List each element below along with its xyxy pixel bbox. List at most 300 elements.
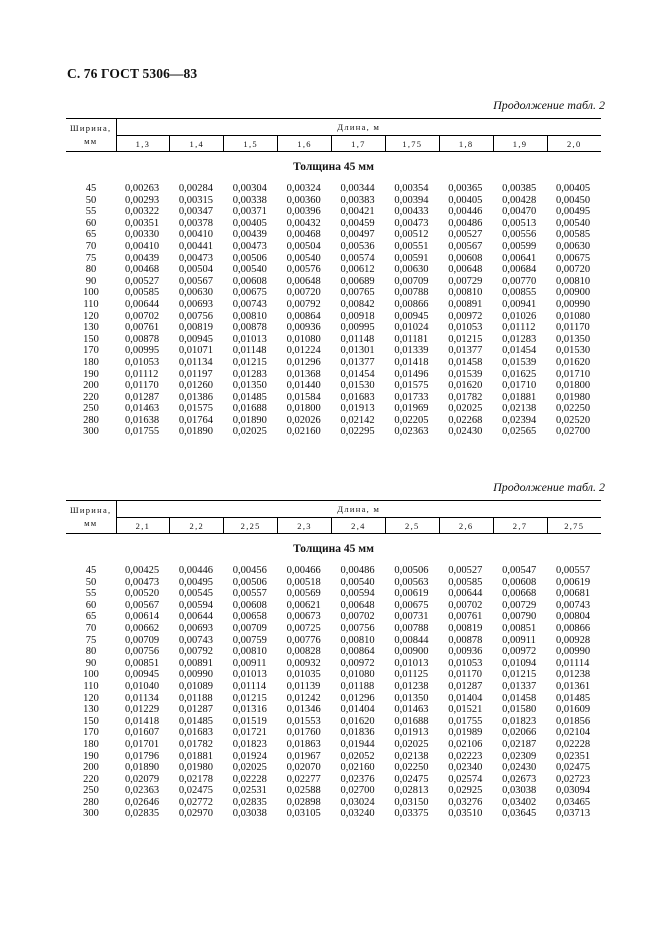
volume-cell: 0,01035 (286, 669, 321, 681)
volume-cell: 0,01215 (502, 669, 537, 681)
volume-cell: 0,01080 (556, 310, 591, 322)
volume-cell: 0,01148 (340, 333, 375, 345)
volume-cell: 0,02228 (232, 773, 267, 785)
volume-cell: 0,00551 (394, 240, 429, 252)
volume-cell: 0,01539 (448, 368, 483, 380)
width-cell: 180 (83, 356, 99, 368)
volume-cell: 0,01215 (232, 692, 267, 704)
volume-cell: 0,01024 (394, 322, 429, 334)
volume-cell: 0,00995 (125, 345, 160, 357)
volume-cell: 0,01701 (125, 738, 160, 750)
volume-cell: 0,01350 (556, 333, 591, 345)
volume-cell: 0,01053 (448, 657, 483, 669)
volume-cell: 0,00810 (232, 646, 267, 658)
volume-cell: 0,02106 (448, 738, 483, 750)
volume-cell: 0,01688 (232, 403, 267, 415)
width-cell: 50 (85, 194, 97, 206)
volume-cell: 0,00557 (232, 588, 267, 600)
length-column-header: 2,0 (547, 136, 601, 152)
volume-cell: 0,00567 (178, 275, 213, 287)
volume-cell: 0,01609 (556, 704, 591, 716)
volume-cell: 0,00540 (286, 252, 321, 264)
volume-cell: 0,01377 (448, 345, 483, 357)
width-cell: 190 (83, 750, 99, 762)
volume-cell: 0,00293 (125, 194, 160, 206)
volume-cell: 0,00608 (232, 275, 267, 287)
volume-cell: 0,00497 (340, 229, 375, 241)
volume-cell: 0,01170 (125, 380, 159, 392)
volume-cell: 0,00446 (448, 206, 483, 218)
volume-cell: 0,00644 (125, 298, 160, 310)
length-column-header: 1,6 (278, 136, 332, 152)
table-row (66, 577, 601, 589)
volume-cell: 0,02205 (394, 414, 429, 426)
table-row (66, 751, 601, 763)
volume-cell: 0,00585 (125, 287, 160, 299)
volume-cell: 0,00810 (448, 287, 483, 299)
width-cell: 220 (83, 773, 99, 785)
length-column-header: 2,3 (278, 518, 332, 534)
volume-cell: 0,01134 (125, 692, 159, 704)
volume-cell: 0,00804 (556, 611, 591, 623)
volume-cell: 0,00468 (125, 264, 160, 276)
volume-cell: 0,00851 (125, 657, 160, 669)
volume-cell: 0,02813 (394, 785, 429, 797)
table-row (66, 264, 601, 276)
width-cell: 170 (83, 345, 99, 357)
volume-cell: 0,00360 (286, 194, 321, 206)
volume-cell: 0,00405 (448, 194, 483, 206)
volume-cell: 0,00322 (125, 206, 160, 218)
volume-cell: 0,00410 (178, 229, 213, 241)
volume-cell: 0,00936 (286, 322, 321, 334)
table-row (66, 195, 601, 207)
volume-cell: 0,00421 (340, 206, 375, 218)
table-row (66, 727, 601, 739)
volume-cell: 0,01890 (125, 762, 160, 774)
volume-cell: 0,00792 (286, 298, 321, 310)
volume-cell: 0,01287 (125, 391, 160, 403)
volume-cell: 0,01134 (178, 356, 213, 368)
volume-cell: 0,00995 (340, 322, 375, 334)
volume-cell: 0,01368 (286, 368, 321, 380)
volume-cell: 0,02160 (286, 426, 321, 438)
volume-cell: 0,00630 (556, 240, 591, 252)
volume-cell: 0,03276 (448, 796, 483, 808)
volume-cell: 0,00810 (340, 634, 375, 646)
table-row (66, 380, 601, 392)
volume-cell: 0,00878 (232, 322, 267, 334)
volume-cell: 0,01856 (556, 715, 591, 727)
volume-cell: 0,01197 (178, 368, 213, 380)
volume-cell: 0,01496 (394, 368, 429, 380)
table-row (66, 287, 601, 299)
volume-cell: 0,01283 (232, 368, 267, 380)
volume-cell: 0,00729 (448, 275, 483, 287)
volume-cell: 0,01463 (125, 403, 160, 415)
volume-cell: 0,03038 (232, 808, 267, 820)
width-column-header: Ширина, мм (66, 119, 116, 152)
volume-cell: 0,00673 (286, 611, 321, 623)
continuation-note-2: Продолжение табл. 2 (493, 480, 605, 494)
table-row (66, 600, 601, 612)
volume-cell: 0,00365 (448, 183, 483, 194)
table-row (66, 403, 601, 415)
volume-cell: 0,00681 (556, 588, 591, 600)
volume-cell: 0,00891 (448, 298, 483, 310)
volume-cell: 0,00644 (178, 611, 213, 623)
volume-cell: 0,00972 (340, 657, 375, 669)
width-cell: 190 (83, 368, 99, 380)
volume-cell: 0,00828 (286, 646, 321, 658)
volume-cell: 0,03402 (502, 796, 537, 808)
volume-cell: 0,00405 (556, 183, 591, 194)
volume-cell: 0,01913 (394, 727, 429, 739)
volume-cell: 0,00608 (232, 599, 267, 611)
volume-cell: 0,02772 (178, 796, 213, 808)
volume-cell: 0,01350 (394, 692, 429, 704)
table-row (66, 369, 601, 381)
volume-cell: 0,02520 (556, 414, 591, 426)
table-row (66, 183, 601, 195)
volume-cell: 0,00347 (178, 206, 213, 218)
width-cell: 100 (83, 287, 99, 299)
volume-cell: 0,00433 (394, 206, 429, 218)
volume-cell: 0,00720 (556, 264, 591, 276)
volume-cell: 0,02079 (125, 773, 160, 785)
table-row (66, 658, 601, 670)
volume-cell: 0,00709 (394, 275, 429, 287)
volume-cell: 0,02250 (394, 762, 429, 774)
volume-cell: 0,01881 (178, 750, 213, 762)
width-cell: 60 (85, 217, 97, 229)
volume-cell: 0,01519 (232, 715, 267, 727)
volume-cell: 0,02700 (340, 785, 375, 797)
table-row (66, 774, 601, 786)
volume-cell: 0,00470 (502, 206, 537, 218)
volume-cell: 0,01796 (125, 750, 160, 762)
volume-cell: 0,01013 (232, 669, 267, 681)
volume-cell: 0,01170 (556, 322, 590, 334)
width-cell: 250 (83, 403, 99, 415)
volume-cell: 0,01800 (286, 403, 321, 415)
volume-cell: 0,02160 (340, 762, 375, 774)
volume-cell: 0,00776 (286, 634, 321, 646)
volume-cell: 0,00439 (125, 252, 160, 264)
width-cell: 70 (85, 240, 97, 252)
volume-cell: 0,01782 (178, 738, 213, 750)
width-cell: 170 (83, 727, 99, 739)
table-row (66, 322, 601, 334)
volume-cell: 0,00810 (556, 275, 591, 287)
volume-cell: 0,00756 (340, 622, 375, 634)
volume-cell: 0,01782 (448, 391, 483, 403)
table-row (66, 357, 601, 369)
width-cell: 280 (83, 796, 99, 808)
length-column-header: 2,75 (547, 518, 601, 534)
volume-cell: 0,00761 (448, 611, 483, 623)
volume-cell: 0,00396 (286, 206, 321, 218)
volume-cell: 0,00702 (340, 611, 375, 623)
table-row (66, 392, 601, 404)
volume-cell: 0,01296 (340, 692, 375, 704)
volume-cell: 0,00486 (340, 565, 375, 576)
table-row (66, 646, 601, 658)
volume-cell: 0,01026 (502, 310, 537, 322)
volume-cell: 0,01094 (502, 657, 537, 669)
volume-cell: 0,01242 (286, 692, 321, 704)
volume-cell: 0,00563 (394, 576, 429, 588)
volume-cell: 0,00466 (286, 565, 321, 576)
volume-cell: 0,00945 (394, 310, 429, 322)
volume-cell: 0,00972 (502, 646, 537, 658)
volume-cell: 0,01238 (394, 680, 429, 692)
volume-cell: 0,00641 (502, 252, 537, 264)
volume-cell: 0,00709 (125, 634, 160, 646)
volume-cell: 0,00506 (232, 252, 267, 264)
table-row (66, 681, 601, 693)
volume-cell: 0,00932 (286, 657, 321, 669)
volume-cell: 0,01112 (502, 322, 536, 334)
volume-cell: 0,00473 (178, 252, 213, 264)
volume-cell: 0,00729 (502, 599, 537, 611)
volume-cell: 0,03510 (448, 808, 483, 820)
volume-cell: 0,00855 (502, 287, 537, 299)
volume-cell: 0,01620 (340, 715, 375, 727)
volume-cell: 0,03150 (394, 796, 429, 808)
volume-cell: 0,02898 (286, 796, 321, 808)
volume-cell: 0,00684 (502, 264, 537, 276)
volume-cell: 0,00545 (178, 588, 213, 600)
volume-cell: 0,03713 (556, 808, 591, 820)
volume-cell: 0,00354 (394, 183, 429, 194)
table-row (66, 669, 601, 681)
volume-cell: 0,00990 (178, 669, 213, 681)
width-cell: 80 (85, 646, 97, 658)
volume-cell: 0,01404 (340, 704, 375, 716)
volume-cell: 0,00941 (502, 298, 537, 310)
volume-cell: 0,02104 (556, 727, 591, 739)
volume-cell: 0,00599 (502, 240, 537, 252)
width-cell: 55 (85, 588, 97, 600)
volume-cell: 0,00338 (232, 194, 267, 206)
volume-cell: 0,00788 (394, 622, 429, 634)
volume-cell: 0,02026 (286, 414, 321, 426)
volume-cell: 0,01053 (125, 356, 160, 368)
volume-cell: 0,00351 (125, 217, 160, 229)
volume-cell: 0,02025 (232, 426, 267, 438)
volume-cell: 0,01539 (502, 356, 537, 368)
volume-cell: 0,00693 (178, 298, 213, 310)
volume-cell: 0,02228 (556, 738, 591, 750)
volume-cell: 0,02138 (394, 750, 429, 762)
volume-cell: 0,00506 (394, 565, 429, 576)
volume-cell: 0,01881 (502, 391, 537, 403)
volume-cell: 0,01823 (232, 738, 267, 750)
volume-cell: 0,01530 (556, 345, 591, 357)
length-column-header: 1,7 (332, 136, 386, 152)
volume-cell: 0,00585 (448, 576, 483, 588)
volume-cell: 0,02394 (502, 414, 537, 426)
volume-cell: 0,00506 (232, 576, 267, 588)
volume-cell: 0,00410 (125, 240, 160, 252)
volume-cell: 0,00743 (232, 298, 267, 310)
volume-cell: 0,02363 (125, 785, 160, 797)
volume-cell: 0,01530 (340, 380, 375, 392)
table-row (66, 785, 601, 797)
volume-cell: 0,01125 (394, 669, 429, 681)
volume-cell: 0,01454 (502, 345, 537, 357)
volume-cell: 0,03038 (502, 785, 537, 797)
table-row (66, 739, 601, 751)
volume-cell: 0,02700 (556, 426, 591, 438)
volume-cell: 0,01620 (556, 356, 591, 368)
volume-cell: 0,00761 (125, 322, 160, 334)
volume-cell: 0,01733 (394, 391, 429, 403)
volume-cell: 0,02531 (232, 785, 267, 797)
volume-cell: 0,01053 (448, 322, 483, 334)
volume-cell: 0,00878 (448, 634, 483, 646)
volume-cell: 0,01013 (232, 333, 267, 345)
volume-cell: 0,00792 (178, 646, 213, 658)
volume-cell: 0,03465 (556, 796, 591, 808)
volume-cell: 0,00819 (178, 322, 213, 334)
volume-cell: 0,01404 (448, 692, 483, 704)
volume-cell: 0,00536 (340, 240, 375, 252)
volume-cell: 0,00842 (340, 298, 375, 310)
table-row (66, 345, 601, 357)
table-row (66, 588, 601, 600)
width-cell: 45 (85, 565, 97, 576)
volume-cell: 0,00284 (178, 183, 213, 194)
volume-cell: 0,02340 (448, 762, 483, 774)
volume-cell: 0,00569 (286, 588, 321, 600)
width-cell: 130 (83, 322, 99, 334)
table-row (66, 253, 601, 265)
volume-cell: 0,00945 (125, 669, 160, 681)
volume-cell: 0,00945 (178, 333, 213, 345)
volume-cell: 0,02925 (448, 785, 483, 797)
length-column-header: 1,4 (170, 136, 224, 152)
volume-cell: 0,02475 (178, 785, 213, 797)
width-cell: 100 (83, 669, 99, 681)
volume-cell: 0,01755 (448, 715, 483, 727)
table-row (66, 611, 601, 623)
table-row (66, 693, 601, 705)
table-row (66, 299, 601, 311)
volume-cell: 0,01913 (340, 403, 375, 415)
volume-cell: 0,00756 (178, 310, 213, 322)
volume-cell: 0,01764 (178, 414, 213, 426)
volume-table-2 (66, 500, 601, 820)
width-cell: 55 (85, 206, 97, 218)
width-cell: 50 (85, 576, 97, 588)
volume-cell: 0,00731 (394, 611, 429, 623)
volume-cell: 0,02565 (502, 426, 537, 438)
table-row (66, 565, 601, 577)
volume-cell: 0,02187 (502, 738, 537, 750)
width-cell: 60 (85, 599, 97, 611)
volume-cell: 0,00621 (286, 599, 321, 611)
length-column-header: 1,8 (439, 136, 493, 152)
volume-cell: 0,00725 (286, 622, 321, 634)
volume-cell: 0,00630 (178, 287, 213, 299)
volume-cell: 0,00900 (556, 287, 591, 299)
volume-cell: 0,01584 (286, 391, 321, 403)
volume-cell: 0,00788 (394, 287, 429, 299)
width-cell: 75 (85, 252, 97, 264)
volume-cell: 0,01386 (178, 391, 213, 403)
length-column-header: 1,75 (385, 136, 439, 152)
volume-cell: 0,01337 (502, 680, 537, 692)
table-row (66, 762, 601, 774)
volume-cell: 0,01980 (556, 391, 591, 403)
table-row (66, 426, 601, 438)
volume-cell: 0,01989 (448, 727, 483, 739)
volume-cell: 0,00574 (340, 252, 375, 264)
volume-cell: 0,02351 (556, 750, 591, 762)
volume-cell: 0,02835 (125, 808, 160, 820)
volume-cell: 0,00743 (178, 634, 213, 646)
volume-cell: 0,02574 (448, 773, 483, 785)
volume-cell: 0,00527 (125, 275, 160, 287)
volume-cell: 0,01361 (556, 680, 591, 692)
length-header: Длина, м (116, 501, 601, 518)
length-column-header: 2,6 (439, 518, 493, 534)
volume-cell: 0,01463 (394, 704, 429, 716)
volume-cell: 0,00473 (232, 240, 267, 252)
volume-cell: 0,02066 (502, 727, 537, 739)
volume-cell: 0,01721 (232, 727, 267, 739)
length-column-header: 2,4 (332, 518, 386, 534)
length-column-header: 1,5 (224, 136, 278, 152)
volume-cell: 0,00591 (394, 252, 429, 264)
volume-cell: 0,02673 (502, 773, 537, 785)
volume-cell: 0,00385 (502, 183, 537, 194)
volume-cell: 0,01080 (286, 333, 321, 345)
width-cell: 120 (83, 692, 99, 704)
volume-cell: 0,00344 (340, 183, 375, 194)
volume-cell: 0,00675 (556, 252, 591, 264)
table-row (66, 704, 601, 716)
volume-cell: 0,00567 (448, 240, 483, 252)
continuation-note-1: Продолжение табл. 2 (493, 98, 605, 112)
volume-cell: 0,01836 (340, 727, 375, 739)
volume-cell: 0,02363 (394, 426, 429, 438)
table-row (66, 635, 601, 647)
width-cell: 150 (83, 715, 99, 727)
volume-cell: 0,00263 (125, 183, 160, 194)
volume-cell: 0,00512 (394, 229, 429, 241)
table-row (66, 623, 601, 635)
width-cell: 110 (83, 680, 99, 692)
volume-cell: 0,00891 (178, 657, 213, 669)
volume-cell: 0,00918 (340, 310, 375, 322)
volume-cell: 0,01638 (125, 414, 160, 426)
width-cell: 65 (85, 229, 97, 241)
volume-cell: 0,00518 (286, 576, 321, 588)
volume-cell: 0,01316 (232, 704, 267, 716)
thickness-heading: Толщина 45 мм (293, 161, 374, 173)
volume-cell: 0,00428 (502, 194, 537, 206)
volume-cell: 0,00866 (556, 622, 591, 634)
volume-cell: 0,00557 (556, 565, 591, 576)
volume-cell: 0,01521 (448, 704, 483, 716)
volume-cell: 0,01620 (448, 380, 483, 392)
volume-cell: 0,00378 (178, 217, 213, 229)
volume-cell: 0,01238 (556, 669, 591, 681)
volume-cell: 0,02025 (232, 762, 267, 774)
